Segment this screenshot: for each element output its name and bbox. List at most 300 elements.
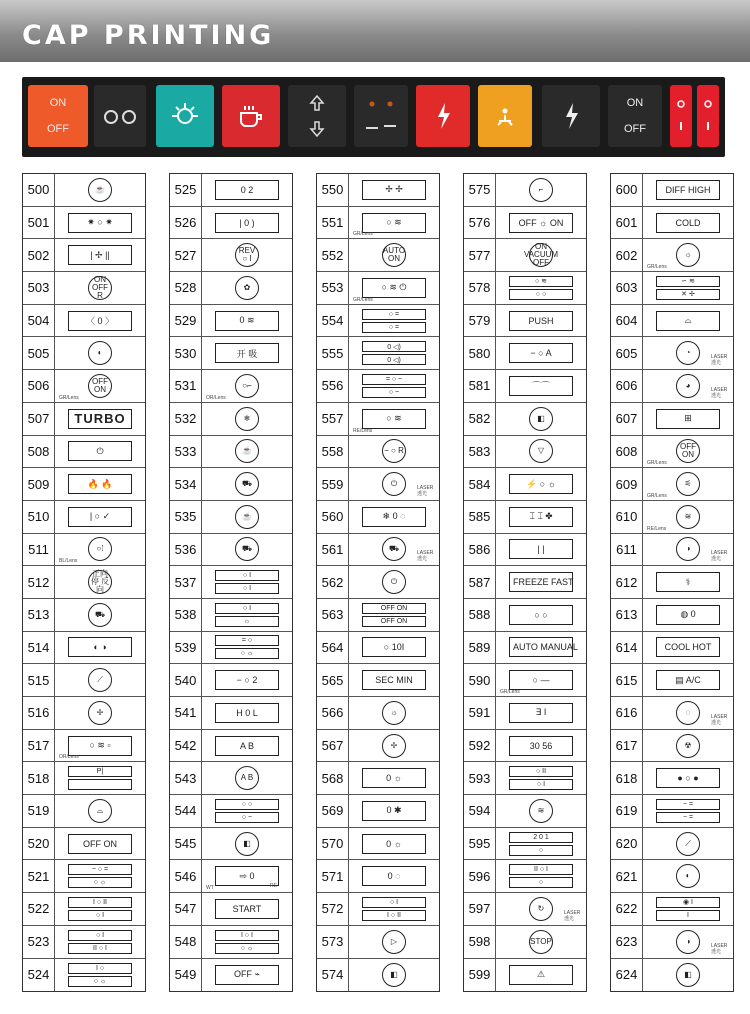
symbol-cell <box>643 370 733 402</box>
circle-symbol: OFF ON <box>676 439 700 463</box>
symbol-code: 514 <box>23 632 55 664</box>
symbol-row <box>23 207 145 240</box>
rect-symbol: 0 ◁) <box>362 341 426 352</box>
symbol-row <box>23 239 145 272</box>
rect-symbol: ✕ ✢ <box>656 289 720 300</box>
rocker-on-label: ON <box>626 97 644 109</box>
rect-symbol: I ○ II <box>362 910 426 921</box>
circle-symbol: ○⌐ <box>235 374 259 398</box>
symbol-code: 568 <box>317 762 349 794</box>
coffee-rocker <box>222 85 280 147</box>
rect-symbol: START <box>215 899 279 919</box>
symbol-cell <box>202 632 292 664</box>
symbol-row <box>611 730 733 763</box>
symbol-row <box>170 436 292 469</box>
symbol-cell <box>55 697 145 729</box>
rect-symbol: ⏻ <box>68 441 132 461</box>
symbol-row <box>464 893 586 926</box>
symbol-code: 616 <box>611 697 643 729</box>
rect-symbol: PUSH <box>509 311 573 331</box>
lens-tag: BL/Lens <box>59 558 78 565</box>
rect-symbol: | | <box>509 539 573 559</box>
symbol-cell <box>55 534 145 566</box>
dual-rect-symbol <box>509 276 573 300</box>
symbol-row <box>317 272 439 305</box>
symbol-row <box>611 828 733 861</box>
symbol-code: 543 <box>170 762 202 794</box>
symbol-row <box>464 305 586 338</box>
symbol-code: 614 <box>611 632 643 664</box>
symbol-code: 503 <box>23 272 55 304</box>
circle-symbol: ⌐ <box>529 178 553 202</box>
symbol-row <box>611 436 733 469</box>
symbol-cell <box>496 959 586 992</box>
rect-symbol: ◍ 0 <box>656 605 720 625</box>
rect-symbol: ● ○ ● <box>656 768 720 788</box>
dual-rect-symbol <box>509 864 573 888</box>
symbol-row <box>317 239 439 272</box>
symbol-cell <box>202 599 292 631</box>
symbol-cell <box>643 697 733 729</box>
symbol-row <box>611 403 733 436</box>
symbol-cell <box>496 501 586 533</box>
symbol-row <box>611 632 733 665</box>
symbol-row <box>611 893 733 926</box>
symbol-row <box>611 305 733 338</box>
symbol-code: 606 <box>611 370 643 402</box>
dual-rect-symbol <box>215 570 279 594</box>
symbol-cell <box>496 337 586 369</box>
symbol-code: 598 <box>464 926 496 958</box>
laser-tag: LASER 透光 <box>564 909 581 922</box>
symbol-row <box>611 795 733 828</box>
symbol-column <box>316 173 440 992</box>
symbol-code: 617 <box>611 730 643 762</box>
symbol-cell <box>55 436 145 468</box>
red-mini-rocker <box>697 85 719 147</box>
symbol-code: 596 <box>464 860 496 892</box>
dual-rect-symbol <box>215 799 279 823</box>
rect-symbol: OFF ON <box>362 603 426 614</box>
circle-symbol: OFF ON <box>88 374 112 398</box>
symbol-row <box>317 860 439 893</box>
rect-symbol: 开 吸 <box>215 343 279 363</box>
indicator-rocker <box>354 85 408 147</box>
rect-symbol: ○ ☼ <box>68 877 132 888</box>
symbol-code: 564 <box>317 632 349 664</box>
symbol-row <box>464 207 586 240</box>
dual-rect-symbol <box>509 832 573 856</box>
symbol-row <box>170 795 292 828</box>
symbol-cell <box>202 305 292 337</box>
symbol-code: 505 <box>23 337 55 369</box>
symbol-cell <box>643 403 733 435</box>
lens-tag: WT <box>206 885 214 892</box>
circle-symbol: ON VACUUM OFF <box>523 242 559 268</box>
symbol-code: 515 <box>23 664 55 696</box>
dual-rect-symbol <box>509 766 573 790</box>
symbol-row <box>464 468 586 501</box>
lens-tag: GR/Lens <box>353 231 373 238</box>
rect-symbol: 0 ◌ <box>362 866 426 886</box>
symbol-cell <box>349 337 439 369</box>
rect-symbol: ○ ○ <box>215 799 279 810</box>
symbol-code: 578 <box>464 272 496 304</box>
symbol-row <box>170 860 292 893</box>
symbol-cell <box>349 762 439 794</box>
rect-symbol: TURBO <box>68 409 132 429</box>
rect-symbol: ○ ☼ <box>215 648 279 659</box>
rect-symbol: ○ I <box>215 570 279 581</box>
laser-tag: LASER 透光 <box>711 713 728 726</box>
symbol-code: 509 <box>23 468 55 500</box>
symbol-column <box>610 173 734 992</box>
power-indicator-icon <box>702 96 714 136</box>
symbol-cell <box>202 926 292 958</box>
symbol-code: 512 <box>23 566 55 598</box>
rect-symbol: ◉ I <box>656 897 720 908</box>
symbol-code: 506 <box>23 370 55 402</box>
symbol-cell <box>349 795 439 827</box>
symbol-code: 576 <box>464 207 496 239</box>
rect-symbol: SEC MIN <box>362 670 426 690</box>
circle-symbol: ◌ <box>676 701 700 725</box>
circle-symbol: ▽ <box>529 439 553 463</box>
symbol-row <box>23 632 145 665</box>
symbol-cell <box>496 239 586 271</box>
symbol-row <box>464 762 586 795</box>
symbol-row <box>170 566 292 599</box>
dual-rect-symbol <box>68 930 132 954</box>
lens-tag: RE/Lens <box>353 427 373 434</box>
rect-symbol: ✷ ○ ✷ <box>68 213 132 233</box>
symbol-code: 530 <box>170 337 202 369</box>
symbol-row <box>170 664 292 697</box>
circle-symbol: ☕ <box>235 439 259 463</box>
symbol-cell <box>55 566 145 598</box>
circle-symbol: ◧ <box>235 832 259 856</box>
symbol-cell <box>643 762 733 794</box>
lightning-icon <box>433 101 453 131</box>
circle-symbol: − ○ R <box>382 439 406 463</box>
symbol-code: 538 <box>170 599 202 631</box>
symbol-row <box>170 959 292 992</box>
symbol-row <box>317 795 439 828</box>
symbol-row <box>317 207 439 240</box>
circle-symbol: ⛟ <box>235 537 259 561</box>
symbol-cell <box>349 468 439 500</box>
rect-symbol: ○ I <box>68 930 132 941</box>
symbol-cell <box>202 501 292 533</box>
symbol-row <box>23 730 145 763</box>
circle-symbol: ✿ <box>235 276 259 300</box>
symbol-cell <box>202 207 292 239</box>
symbol-code: 521 <box>23 860 55 892</box>
symbol-row <box>611 762 733 795</box>
symbol-cell <box>55 468 145 500</box>
rect-symbol: 0 ☼ <box>362 834 426 854</box>
symbol-code: 608 <box>611 436 643 468</box>
on-off-rocker <box>28 85 88 147</box>
rect-symbol: ○ I <box>215 583 279 594</box>
symbol-row <box>464 730 586 763</box>
symbol-cell <box>55 632 145 664</box>
symbol-row <box>611 566 733 599</box>
circle-symbol: ✢ <box>382 734 406 758</box>
symbol-cell <box>496 534 586 566</box>
rect-symbol: ○ II <box>509 766 573 777</box>
rect-symbol: ○ 10I <box>362 637 426 657</box>
symbol-code: 534 <box>170 468 202 500</box>
symbol-cell <box>349 893 439 925</box>
symbol-row <box>23 828 145 861</box>
symbol-row <box>464 239 586 272</box>
symbol-cell <box>55 762 145 794</box>
symbol-cell <box>55 370 145 402</box>
rect-symbol: ⚕ <box>656 572 720 592</box>
symbol-code: 570 <box>317 828 349 860</box>
symbol-code: 519 <box>23 795 55 827</box>
symbol-code: 539 <box>170 632 202 664</box>
symbol-row <box>317 959 439 992</box>
rect-symbol: ○ ≋ ▫ <box>68 736 132 756</box>
symbol-cell <box>643 174 733 206</box>
symbol-code: 525 <box>170 174 202 206</box>
circle-symbol: ↻ <box>529 897 553 921</box>
symbol-cell <box>349 403 439 435</box>
dual-rect-symbol <box>656 897 720 921</box>
dual-rect-symbol <box>362 309 426 333</box>
symbol-code: 536 <box>170 534 202 566</box>
symbol-cell <box>202 762 292 794</box>
circle-symbol: ☢ <box>676 734 700 758</box>
symbol-row <box>170 174 292 207</box>
symbol-row <box>23 305 145 338</box>
symbol-row <box>23 174 145 207</box>
symbol-code: 553 <box>317 272 349 304</box>
lens-tag: GR/Lens <box>500 689 520 695</box>
symbol-row <box>23 534 145 567</box>
symbol-cell <box>496 436 586 468</box>
circle-symbol: ⏻ <box>382 570 406 594</box>
symbol-code: 569 <box>317 795 349 827</box>
symbol-cell <box>55 959 145 992</box>
rect-symbol: I ○ <box>68 963 132 974</box>
symbol-code: 587 <box>464 566 496 598</box>
symbol-code: 504 <box>23 305 55 337</box>
rect-symbol: COOL HOT <box>656 637 720 657</box>
symbol-code: 590 <box>464 664 496 696</box>
indicator-icon <box>361 96 401 136</box>
header-banner <box>0 0 750 62</box>
rect-symbol: 0 ✱ <box>362 801 426 821</box>
symbol-row <box>23 566 145 599</box>
symbol-code: 547 <box>170 893 202 925</box>
symbol-cell <box>349 860 439 892</box>
symbol-row <box>170 239 292 272</box>
symbol-row <box>611 501 733 534</box>
dual-rect-symbol <box>215 930 279 954</box>
symbol-code: 613 <box>611 599 643 631</box>
rocker-on-label: ON <box>49 97 67 109</box>
lamp-icon <box>490 101 520 131</box>
rect-symbol: ○ I <box>68 910 132 921</box>
symbol-row <box>464 632 586 665</box>
lens-tag: RE/Lens <box>647 525 667 532</box>
rect-symbol: 30 56 <box>509 736 573 756</box>
symbol-row <box>170 730 292 763</box>
rect-symbol: ○ I <box>509 779 573 790</box>
rect-symbol: I ○ II <box>68 897 132 908</box>
symbol-code: 604 <box>611 305 643 337</box>
symbol-code: 610 <box>611 501 643 533</box>
rect-symbol: ⌒⌒ <box>509 376 573 396</box>
laser-tag: LASER 透光 <box>711 354 728 367</box>
symbol-row <box>464 828 586 861</box>
circle-symbol: ☕ <box>235 505 259 529</box>
symbol-cell <box>349 436 439 468</box>
symbol-cell <box>55 860 145 892</box>
symbol-code: 522 <box>23 893 55 925</box>
symbol-row <box>170 599 292 632</box>
lens-tag: GR/Lens <box>647 460 667 467</box>
symbol-code: 551 <box>317 207 349 239</box>
symbol-cell <box>643 795 733 827</box>
symbol-column <box>22 173 146 992</box>
symbol-cell <box>202 436 292 468</box>
symbol-cell <box>55 337 145 369</box>
symbol-row <box>611 174 733 207</box>
symbol-code: 619 <box>611 795 643 827</box>
symbol-row <box>464 370 586 403</box>
rect-symbol: ❄ 0 ◌ <box>362 507 426 527</box>
circle-symbol: ☕ <box>88 178 112 202</box>
symbol-cell <box>349 959 439 992</box>
symbol-cell <box>643 599 733 631</box>
circle-symbol: ✢ <box>88 701 112 725</box>
symbol-code: 555 <box>317 337 349 369</box>
symbol-cell <box>643 305 733 337</box>
symbol-row <box>317 337 439 370</box>
symbol-cell <box>202 370 292 402</box>
symbol-row <box>464 337 586 370</box>
symbol-row <box>611 599 733 632</box>
symbol-row <box>170 305 292 338</box>
rect-symbol <box>68 779 132 790</box>
symbol-row <box>464 795 586 828</box>
rect-symbol: ▤ A/C <box>656 670 720 690</box>
symbol-code: 603 <box>611 272 643 304</box>
symbol-row <box>170 762 292 795</box>
symbol-code: 558 <box>317 436 349 468</box>
symbol-code: 518 <box>23 762 55 794</box>
symbol-code: 592 <box>464 730 496 762</box>
rect-symbol: ○ I <box>215 603 279 614</box>
symbol-row <box>23 926 145 959</box>
symbol-cell <box>643 893 733 925</box>
rect-symbol: COLD <box>656 213 720 233</box>
symbol-code: 574 <box>317 959 349 992</box>
symbol-cell <box>496 272 586 304</box>
rect-symbol: − ○ 2 <box>215 670 279 690</box>
circle-symbol: ⟋ <box>676 832 700 856</box>
light-bulb-icon <box>168 101 202 131</box>
symbol-code: 571 <box>317 860 349 892</box>
symbol-cell <box>496 599 586 631</box>
rect-symbol: ⚠ <box>509 965 573 985</box>
symbol-row <box>23 370 145 403</box>
rect-symbol: ○ ○ <box>509 605 573 625</box>
symbol-cell <box>202 860 292 892</box>
rect-symbol: FREEZE FAST <box>509 572 573 592</box>
symbol-code: 544 <box>170 795 202 827</box>
symbol-cell <box>55 828 145 860</box>
symbol-cell <box>349 697 439 729</box>
rect-symbol: 〈 0 〉 <box>68 311 132 331</box>
symbol-code: 589 <box>464 632 496 664</box>
symbol-code: 528 <box>170 272 202 304</box>
symbol-code: 594 <box>464 795 496 827</box>
symbol-cell <box>496 305 586 337</box>
symbol-cell <box>202 730 292 762</box>
symbol-row <box>464 403 586 436</box>
symbol-cell <box>643 959 733 992</box>
symbol-cell <box>643 566 733 598</box>
symbol-code: 611 <box>611 534 643 566</box>
symbol-code: 597 <box>464 893 496 925</box>
symbol-code: 556 <box>317 370 349 402</box>
symbol-code: 624 <box>611 959 643 992</box>
symbol-row <box>170 501 292 534</box>
symbol-row <box>317 828 439 861</box>
symbol-code: 552 <box>317 239 349 271</box>
symbol-code: 588 <box>464 599 496 631</box>
symbol-code: 609 <box>611 468 643 500</box>
rect-symbol: 0 ◁) <box>362 354 426 365</box>
symbol-row <box>317 174 439 207</box>
symbol-cell <box>202 664 292 696</box>
symbol-row <box>23 795 145 828</box>
symbol-cell <box>202 795 292 827</box>
circle-symbol: ◕ <box>676 374 700 398</box>
symbol-cell <box>349 370 439 402</box>
symbol-row <box>23 959 145 992</box>
symbol-code: 531 <box>170 370 202 402</box>
symbol-code: 500 <box>23 174 55 206</box>
laser-tag: LASER 透光 <box>711 550 728 563</box>
dual-rect-symbol <box>68 864 132 888</box>
rect-symbol: ○ I <box>362 897 426 908</box>
symbol-code: 565 <box>317 664 349 696</box>
circle-symbol: ⌓ <box>88 799 112 823</box>
rect-symbol: OFF ON <box>362 616 426 627</box>
symbol-cell <box>643 860 733 892</box>
symbol-row <box>464 566 586 599</box>
symbol-row <box>170 337 292 370</box>
symbol-cell <box>202 468 292 500</box>
circle-symbol: ❄ <box>235 407 259 431</box>
rect-symbol: − ○ = <box>68 864 132 875</box>
symbol-cell <box>643 501 733 533</box>
symbol-code: 502 <box>23 239 55 271</box>
symbol-cell <box>202 893 292 925</box>
dual-rect-symbol <box>68 766 132 790</box>
symbol-code: 561 <box>317 534 349 566</box>
dual-rect-symbol <box>362 341 426 365</box>
rect-symbol: I <box>656 910 720 921</box>
circle-symbol: A B <box>235 766 259 790</box>
up-down-arrows-icon <box>307 94 327 138</box>
